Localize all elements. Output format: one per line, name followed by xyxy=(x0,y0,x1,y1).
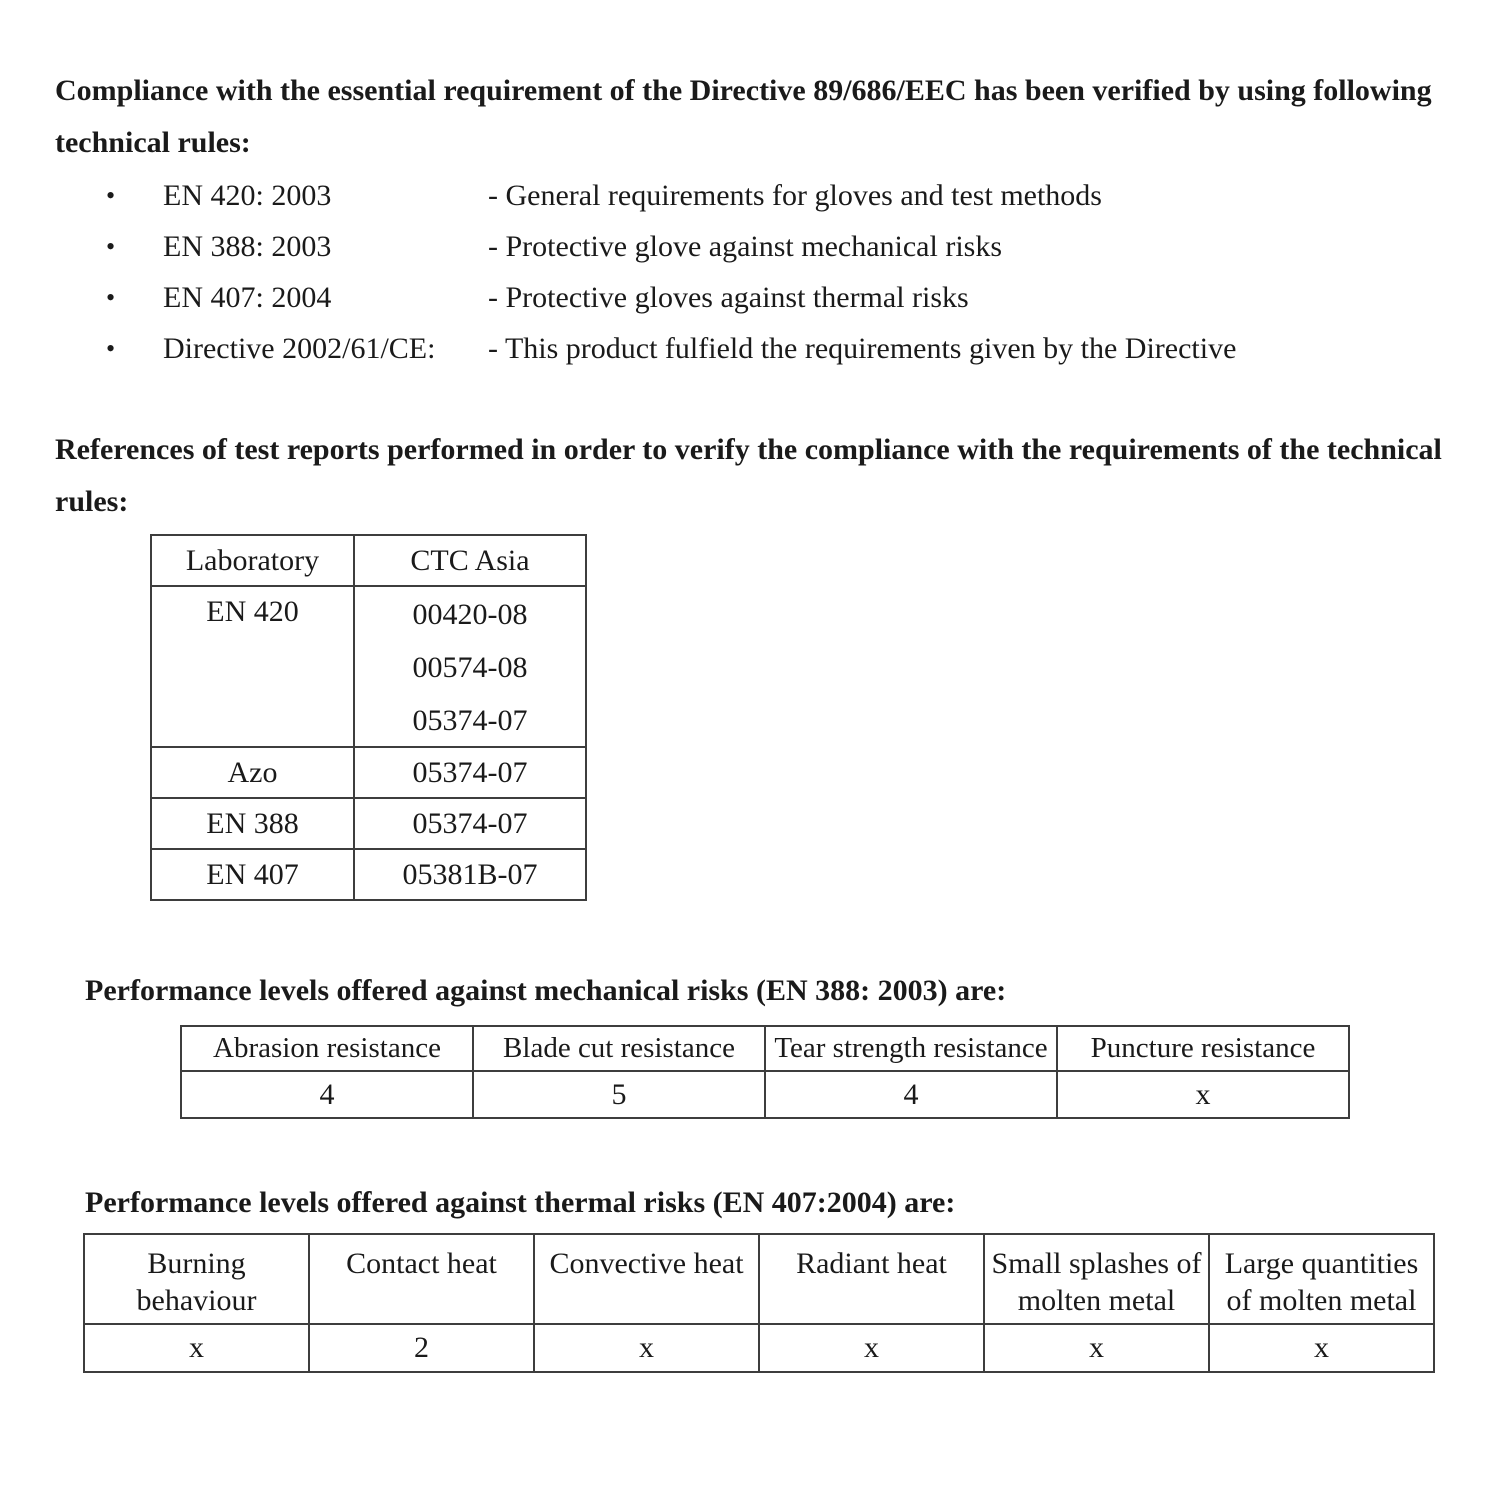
thermal-header-large-quantities: Large quantities of molten metal xyxy=(1209,1234,1434,1324)
bullet-icon: • xyxy=(106,334,116,363)
references-paragraph xyxy=(55,424,1442,528)
lab-row-label-en407: EN 407 xyxy=(151,849,354,900)
report-number: 05374-07 xyxy=(412,704,528,737)
thermal-header-burning-behaviour: Burning behaviour xyxy=(84,1234,309,1324)
thermal-header-radiant-heat: Radiant heat xyxy=(759,1234,984,1324)
thermal-value-radiant-heat: x xyxy=(759,1324,984,1372)
lab-table-header-ctc-asia: CTC Asia xyxy=(354,535,586,586)
thermal-value-large-quantities: x xyxy=(1209,1324,1434,1372)
mech-header-blade-cut: Blade cut resistance xyxy=(473,1026,765,1071)
rule-name: EN 420: 2003 xyxy=(163,179,332,212)
mech-value-abrasion: 4 xyxy=(181,1071,473,1118)
mechanical-section-heading: Performance levels offered against mechanical risks (EN 388: 2003) are: xyxy=(85,974,1007,1007)
mech-value-blade-cut: 5 xyxy=(473,1071,765,1118)
references-line-1: References of test reports performed in order to verify the compliance with the requirements of the technical xyxy=(55,433,1442,466)
thermal-section-heading: Performance levels offered against thermal risks (EN 407:2004) are: xyxy=(85,1186,956,1219)
mech-header-abrasion: Abrasion resistance xyxy=(181,1026,473,1071)
bullet-icon: • xyxy=(106,232,116,261)
mechanical-performance-table xyxy=(180,1025,1350,1119)
thermal-header-convective-heat: Convective heat xyxy=(534,1234,759,1324)
rule-description: - General requirements for gloves and test methods xyxy=(488,179,1102,212)
thermal-performance-table xyxy=(83,1233,1435,1373)
thermal-value-contact-heat: 2 xyxy=(309,1324,534,1372)
lab-table-header-laboratory: Laboratory xyxy=(151,535,354,586)
mech-value-tear-strength: 4 xyxy=(765,1071,1057,1118)
references-line-2: rules: xyxy=(55,485,129,518)
intro-line-2: technical rules: xyxy=(55,126,251,159)
report-number: 05381B-07 xyxy=(354,849,586,900)
mech-header-tear-strength: Tear strength resistance xyxy=(765,1026,1057,1071)
thermal-value-burning-behaviour: x xyxy=(84,1324,309,1372)
intro-line-1: Compliance with the essential requirement of the Directive 89/686/EEC has been verified by using following xyxy=(55,74,1432,107)
rule-item-directive xyxy=(0,329,1500,373)
mech-header-puncture: Puncture resistance xyxy=(1057,1026,1349,1071)
mech-value-puncture: x xyxy=(1057,1071,1349,1118)
thermal-header-contact-heat: Contact heat xyxy=(309,1234,534,1324)
rule-item-en407 xyxy=(0,278,1500,322)
rule-item-en388 xyxy=(0,227,1500,271)
rule-item-en420 xyxy=(0,176,1500,220)
rule-name: EN 407: 2004 xyxy=(163,281,332,314)
lab-reports-table xyxy=(150,534,587,901)
report-number: 00574-08 xyxy=(412,651,528,684)
intro-paragraph xyxy=(55,65,1432,169)
report-number: 05374-07 xyxy=(354,798,586,849)
rule-description: - Protective gloves against thermal risks xyxy=(488,281,969,314)
report-number: 00420-08 xyxy=(412,598,528,631)
lab-row-label-en388: EN 388 xyxy=(151,798,354,849)
thermal-value-small-splashes: x xyxy=(984,1324,1209,1372)
bullet-icon: • xyxy=(106,181,116,210)
rule-name: Directive 2002/61/CE: xyxy=(163,332,436,365)
thermal-value-convective-heat: x xyxy=(534,1324,759,1372)
bullet-icon: • xyxy=(106,283,116,312)
lab-row-label-en420: EN 420 xyxy=(151,586,354,747)
lab-row-label-azo: Azo xyxy=(151,747,354,798)
rule-description: - This product fulfield the requirements given by the Directive xyxy=(488,332,1237,365)
lab-row-reports-en420 xyxy=(354,586,586,747)
rule-name: EN 388: 2003 xyxy=(163,230,332,263)
thermal-header-small-splashes: Small splashes of molten metal xyxy=(984,1234,1209,1324)
rule-description: - Protective glove against mechanical risks xyxy=(488,230,1002,263)
report-number: 05374-07 xyxy=(354,747,586,798)
